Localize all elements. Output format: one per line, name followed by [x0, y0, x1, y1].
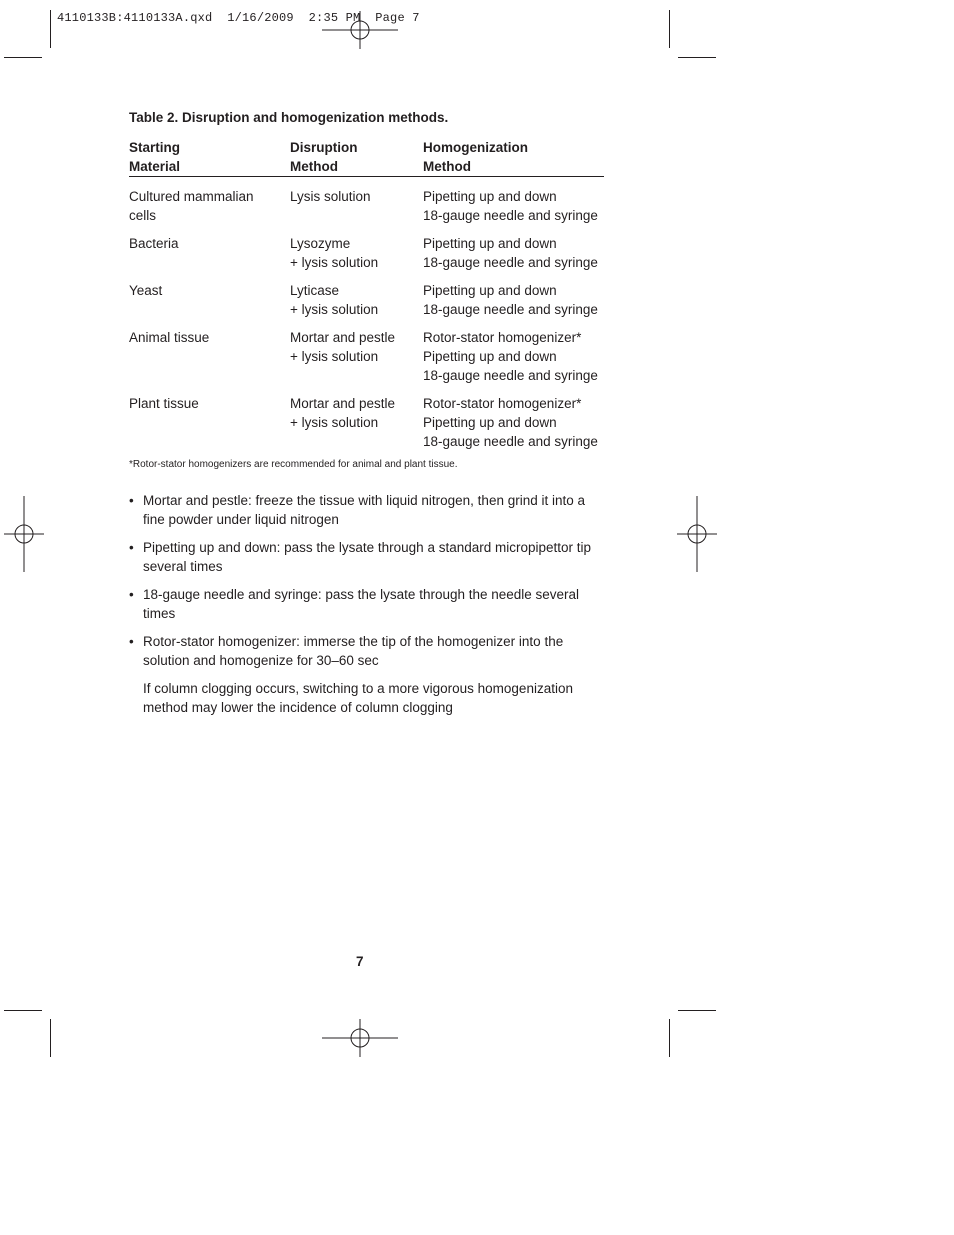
- cell-line: 18-gauge needle and syringe: [423, 255, 598, 270]
- table-title: Table 2. Disruption and homogenization methods.: [129, 110, 449, 125]
- cell-line: Yeast: [129, 283, 163, 298]
- cell-line: Pipetting up and down: [423, 189, 557, 204]
- registration-mark-icon: [322, 11, 398, 49]
- cell-disruption: [290, 234, 423, 281]
- header-line: Starting: [129, 140, 181, 155]
- list-item: [129, 491, 609, 529]
- methods-table: [129, 138, 604, 460]
- header-line: Material: [129, 159, 181, 174]
- cell-material: [129, 177, 290, 235]
- registration-mark-icon: [322, 1019, 398, 1057]
- cell-line: Plant tissue: [129, 396, 199, 411]
- cell-disruption: [290, 177, 423, 235]
- registration-mark-icon: [4, 496, 44, 572]
- header-disruption-method: [290, 138, 423, 177]
- crop-mark: [678, 1010, 716, 1011]
- cell-homogenization: [423, 281, 604, 328]
- cell-homogenization: [423, 394, 604, 460]
- cell-line: cells: [129, 208, 157, 223]
- list-item: [129, 585, 609, 623]
- header-line: Method: [423, 159, 471, 174]
- table-row: [129, 328, 604, 394]
- cell-material: [129, 328, 290, 394]
- crop-mark: [4, 1010, 42, 1011]
- cell-line: Mortar and pestle: [290, 330, 396, 345]
- cell-line: 18-gauge needle and syringe: [423, 434, 598, 449]
- cell-line: Pipetting up and down: [423, 236, 557, 251]
- cell-line: Lyticase: [290, 283, 340, 298]
- table-footnote: *Rotor-stator homogenizers are recommended for animal and plant tissue.: [129, 459, 458, 470]
- cell-line: 18-gauge needle and syringe: [423, 302, 598, 317]
- cell-disruption: [290, 328, 423, 394]
- cell-line: + lysis solution: [290, 302, 379, 317]
- cell-homogenization: [423, 328, 604, 394]
- method-bullet-list: [129, 491, 609, 717]
- cell-material: [129, 234, 290, 281]
- crop-mark: [669, 10, 670, 48]
- page-number: 7: [356, 954, 364, 969]
- crop-mark: [678, 57, 716, 58]
- crop-mark: [50, 10, 51, 48]
- header-line: Homogenization: [423, 140, 528, 155]
- cell-homogenization: [423, 234, 604, 281]
- cell-homogenization: [423, 177, 604, 235]
- cell-disruption: [290, 394, 423, 460]
- cell-line: Pipetting up and down: [423, 283, 557, 298]
- cell-line: + lysis solution: [290, 349, 379, 364]
- clogging-note: If column clogging occurs, switching to a more vigorous homogenization method may lower the incidence of column clogging: [143, 681, 573, 715]
- crop-mark: [4, 57, 42, 58]
- cell-line: Lysis solution: [290, 189, 371, 204]
- cell-line: Cultured mammalian: [129, 189, 254, 204]
- table-row: [129, 234, 604, 281]
- file-slug: 4110133B:4110133A.qxd 1/16/2009 2:35 PM Page 7: [57, 11, 420, 25]
- list-item-text: Mortar and pestle: freeze the tissue with liquid nitrogen, then grind it into a fine powder under liquid nitrogen: [143, 493, 585, 527]
- cell-line: 18-gauge needle and syringe: [423, 368, 598, 383]
- list-item-text: 18-gauge needle and syringe: pass the lysate through the needle several times: [143, 587, 580, 621]
- cell-disruption: [290, 281, 423, 328]
- table-header-row: [129, 138, 604, 177]
- cell-line: Bacteria: [129, 236, 179, 251]
- header-starting-material: [129, 138, 290, 177]
- header-line: Method: [290, 159, 338, 174]
- table-row: [129, 177, 604, 235]
- cell-line: Pipetting up and down: [423, 415, 557, 430]
- cell-line: Pipetting up and down: [423, 349, 557, 364]
- cell-line: 18-gauge needle and syringe: [423, 208, 598, 223]
- list-item-text: Pipetting up and down: pass the lysate through a standard micropipettor tip several times: [143, 540, 592, 574]
- cell-line: Animal tissue: [129, 330, 210, 345]
- header-line: Disruption: [290, 140, 358, 155]
- bullet-icon: •: [129, 587, 134, 602]
- cell-material: [129, 281, 290, 328]
- crop-mark: [50, 1019, 51, 1057]
- cell-line: Rotor-stator homogenizer*: [423, 396, 582, 411]
- table-row: [129, 394, 604, 460]
- list-item-text: Rotor-stator homogenizer: immerse the tip of the homogenizer into the solution and homogenize for 30–60 sec: [143, 634, 564, 668]
- cell-line: Mortar and pestle: [290, 396, 396, 411]
- cell-line: + lysis solution: [290, 255, 379, 270]
- bullet-icon: •: [129, 493, 134, 508]
- list-item: [129, 538, 609, 576]
- list-item: [129, 632, 609, 670]
- cell-material: [129, 394, 290, 460]
- bullet-icon: •: [129, 540, 134, 555]
- crop-mark: [669, 1019, 670, 1057]
- cell-line: + lysis solution: [290, 415, 379, 430]
- bullet-icon: •: [129, 634, 134, 649]
- cell-line: Rotor-stator homogenizer*: [423, 330, 582, 345]
- cell-line: Lysozyme: [290, 236, 351, 251]
- header-homogenization-method: [423, 138, 604, 177]
- registration-mark-icon: [677, 496, 717, 572]
- table-row: [129, 281, 604, 328]
